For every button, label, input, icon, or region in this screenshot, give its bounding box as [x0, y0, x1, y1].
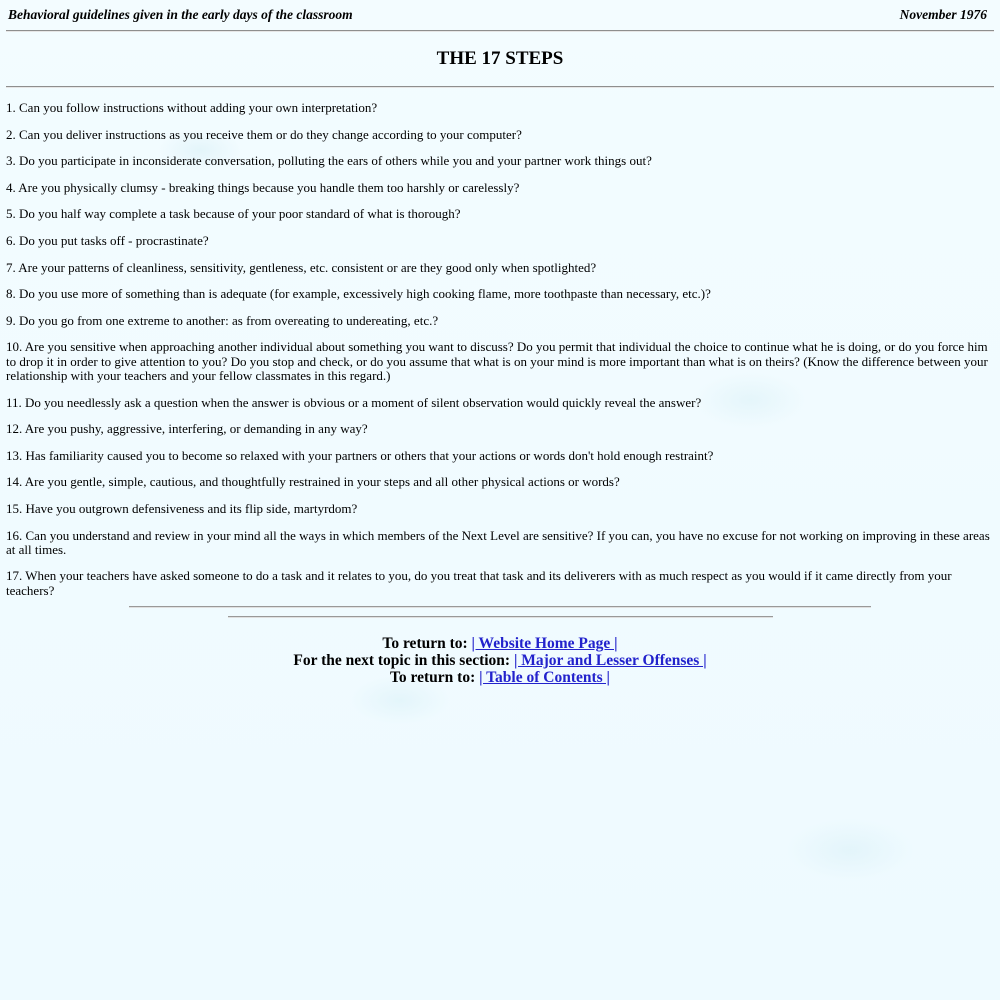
step-item: 9. Do you go from one extreme to another: as from overeating to undereating, etc.?	[6, 312, 439, 328]
step-item: 7. Are your patterns of cleanliness, sensitivity, gentleness, etc. consistent or are they good only when spotlighted?	[6, 259, 597, 275]
step-item: 14. Are you gentle, simple, cautious, and thoughtfully restrained in your steps and all other physical actions or words?	[6, 474, 620, 490]
step-item: 13. Has familiarity caused you to become so relaxed with your partners or others that your actions or words don't hold enough restraint?	[6, 447, 714, 463]
page-header	[6, 0, 994, 30]
step-item: 1. Can you follow instructions without adding your own interpretation?	[6, 100, 378, 115]
nav-next-prefix: For the next topic in this section:	[293, 652, 514, 670]
major-lesser-offenses-link[interactable]: | Major and Lesser Offenses |	[513, 652, 707, 670]
step-item: 12. Are you pushy, aggressive, interfering, or demanding in any way?	[6, 421, 368, 437]
step-item: 15. Have you outgrown defensiveness and its flip side, martyrdom?	[6, 500, 358, 516]
step-item: 3. Do you participate in inconsiderate conversation, polluting the ears of others while you and your partner work things out?	[6, 153, 652, 169]
steps-list	[6, 101, 994, 598]
step-item: 2. Can you deliver instructions as you receive them or do they change according to your computer?	[6, 126, 522, 142]
step-item: 17. When your teachers have asked someone to do a task and it relates to you, do you treat that task and its deliverers with as much respect as you would if it came directly from your teachers?	[6, 568, 952, 598]
page-title: THE 17 STEPS	[436, 48, 564, 69]
step-item: 16. Can you understand and review in your mind all the ways in which members of the Next Level are sensitive? If you can, you have no excuse for not working on improving in these areas at all times.	[6, 527, 990, 557]
header-subtitle: Behavioral guidelines given in the early days of the classroom	[8, 7, 353, 22]
footer-divider-wide	[129, 606, 871, 608]
page-content	[6, 0, 994, 686]
step-item: 8. Do you use more of something than is adequate (for example, excessively high cooking flame, more toothpaste than necessary, etc.)?	[6, 286, 711, 302]
footer-dividers	[6, 606, 994, 618]
footer-navigation	[6, 635, 994, 686]
nav-toc-prefix: To return to:	[390, 669, 480, 687]
header-date: November 1976	[899, 7, 987, 22]
nav-home-row	[6, 635, 994, 652]
website-home-link[interactable]: | Website Home Page |	[471, 635, 618, 653]
footer-divider-narrow	[228, 616, 773, 618]
step-item: 4. Are you physically clumsy - breaking things because you handle them too harshly or carelessly?	[6, 179, 520, 195]
title-divider	[6, 86, 994, 88]
step-item: 6. Do you put tasks off - procrastinate?	[6, 232, 209, 248]
step-item: 11. Do you needlessly ask a question when the answer is obvious or a moment of silent observation would quickly reveal the answer?	[6, 394, 702, 410]
nav-toc-row	[6, 669, 994, 686]
step-item: 5. Do you half way complete a task because of your poor standard of what is thorough?	[6, 206, 461, 222]
nav-home-prefix: To return to:	[382, 635, 472, 653]
step-item: 10. Are you sensitive when approaching another individual about something you want to discuss? Do you permit that individual the choice to continue what he is doing, or do you force him to drop it in order to give attention to you? Do you stop and check, or do you assume that what is on your mind is more important than what is on theirs? (Know the difference between your relationship with your teachers and your fellow classmates in this regard.)	[6, 339, 988, 383]
nav-next-row	[6, 652, 994, 669]
table-of-contents-link[interactable]: | Table of Contents |	[479, 669, 610, 687]
